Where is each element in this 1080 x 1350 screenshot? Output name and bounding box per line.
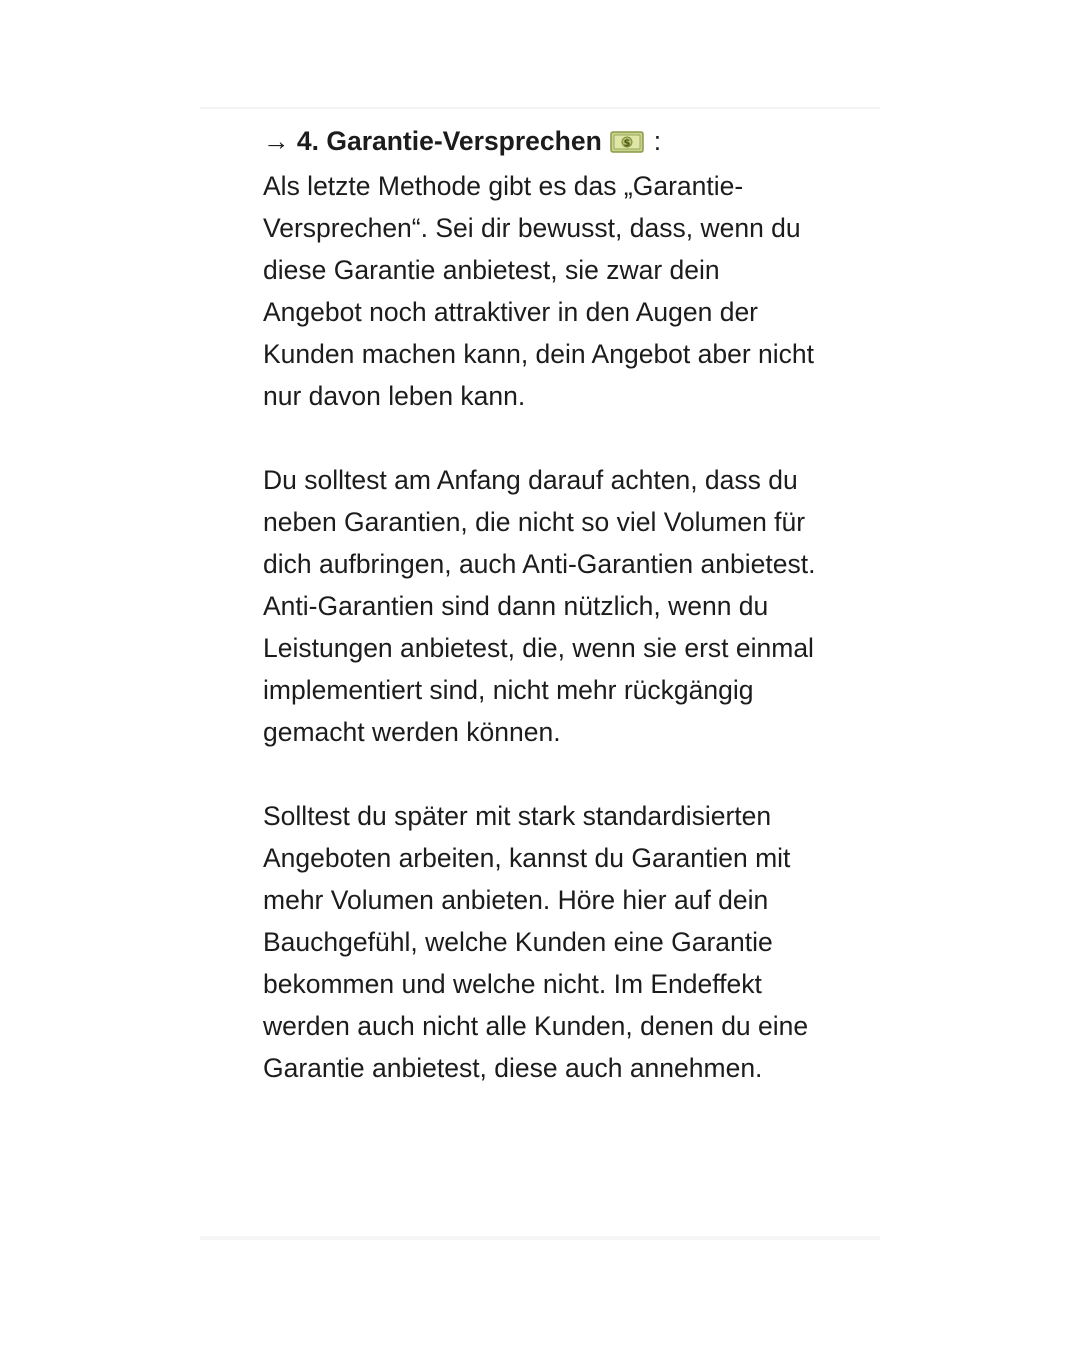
arrow-icon: → (263, 126, 290, 156)
heading-colon: : (653, 126, 662, 156)
bottom-divider (200, 1236, 880, 1240)
section-title: 4. Garantie-Versprechen (296, 126, 602, 156)
money-bill-icon (610, 123, 644, 165)
top-divider (200, 107, 880, 109)
paragraph-2: Du solltest am Anfang darauf achten, dass du neben Garantien, die nicht so viel Volumen für dich aufbringen, auch Anti-Garantien anbietest. Anti-Garantien sind dann nützlich, wenn du Leistungen anbietest, die, wenn sie erst einmal implementiert sind, nicht mehr rückgängig gemacht werden können. (263, 465, 816, 747)
section-heading (263, 120, 823, 165)
paragraph-3: Solltest du später mit stark standardisierten Angeboten arbeiten, kannst du Garantien mit mehr Volumen anbieten. Höre hier auf dein Bauchgefühl, welche Kunden eine Garantie bekommen und welche nicht. Im Endeffekt werden auch nicht alle Kunden, denen du eine Garantie anbietest, diese auch annehmen. (263, 801, 809, 1083)
paragraph-1: Als letzte Methode gibt es das „Garantie-Versprechen“. Sei dir bewusst, dass, wenn du diese Garantie anbietest, sie zwar dein Angebot noch attraktiver in den Augen der Kunden machen kann, dein Angebot aber nicht nur davon leben kann. (263, 171, 815, 411)
article-content (263, 120, 823, 1131)
svg-text:$: $ (623, 138, 631, 149)
